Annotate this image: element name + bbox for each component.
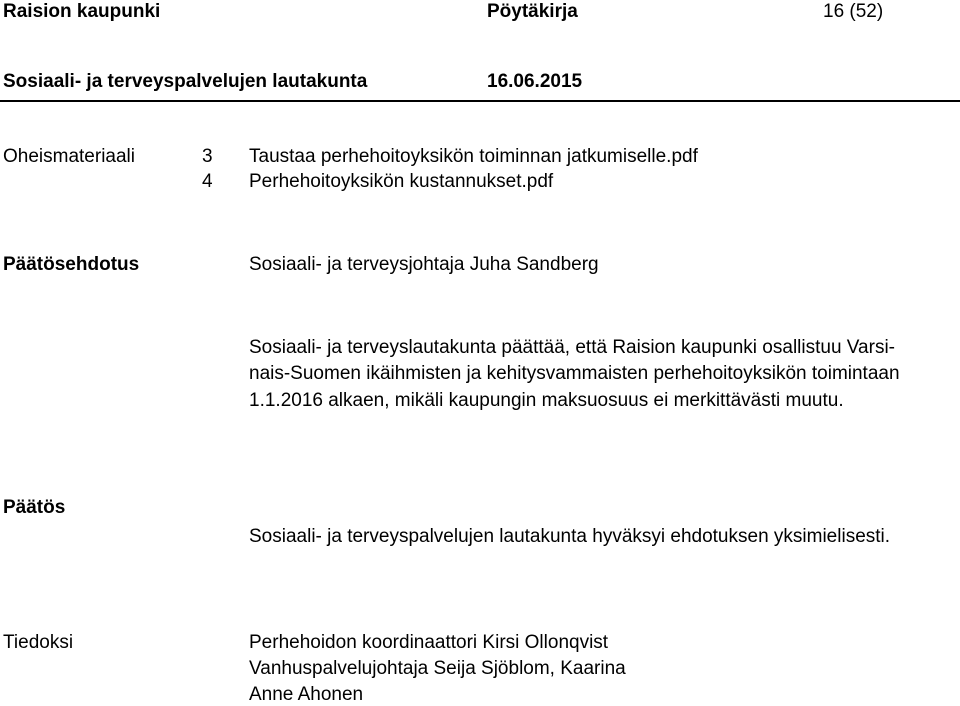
attachment-number: 3 (202, 146, 213, 167)
committee-name: Sosiaali- ja terveyspalvelujen lautakunta (3, 71, 368, 92)
meeting-date: 16.06.2015 (487, 71, 583, 92)
document-type: Pöytäkirja (487, 1, 578, 22)
decision-text: Sosiaali- ja terveyspalvelujen lautakunta hyväksyi ehdotuksen yksimielisesti. (249, 526, 891, 547)
attachments-label: Oheismateriaali (3, 146, 135, 167)
header-divider (0, 100, 960, 102)
page-number: 16 (52) (823, 1, 884, 22)
proposal-label: Päätösehdotus (3, 254, 140, 275)
proposal-presenter: Sosiaali- ja terveysjohtaja Juha Sandberg (249, 254, 599, 275)
notice-recipient: Vanhuspalvelujohtaja Seija Sjöblom, Kaarina (249, 658, 626, 679)
proposal-text-line: nais-Suomen ikäihmisten ja kehitysvammaisten perhehoitoyksikön toimintaan (249, 363, 900, 384)
notice-label: Tiedoksi (3, 632, 74, 653)
attachment-title: Perhehoitoyksikön kustannukset.pdf (249, 171, 554, 192)
notice-recipient: Anne Ahonen (249, 684, 364, 705)
attachment-number: 4 (202, 171, 213, 192)
proposal-text-line: 1.1.2016 alkaen, mikäli kaupungin maksuosuus ei merkittävästi muutu. (249, 390, 844, 411)
attachment-title: Taustaa perhehoitoyksikön toiminnan jatkumiselle.pdf (249, 146, 698, 167)
notice-recipient: Perhehoidon koordinaattori Kirsi Ollonqvist (249, 632, 609, 653)
organization-name: Raision kaupunki (3, 1, 161, 22)
decision-label: Päätös (3, 497, 66, 518)
proposal-text-line: Sosiaali- ja terveyslautakunta päättää, että Raision kaupunki osallistuu Varsi- (249, 337, 895, 358)
